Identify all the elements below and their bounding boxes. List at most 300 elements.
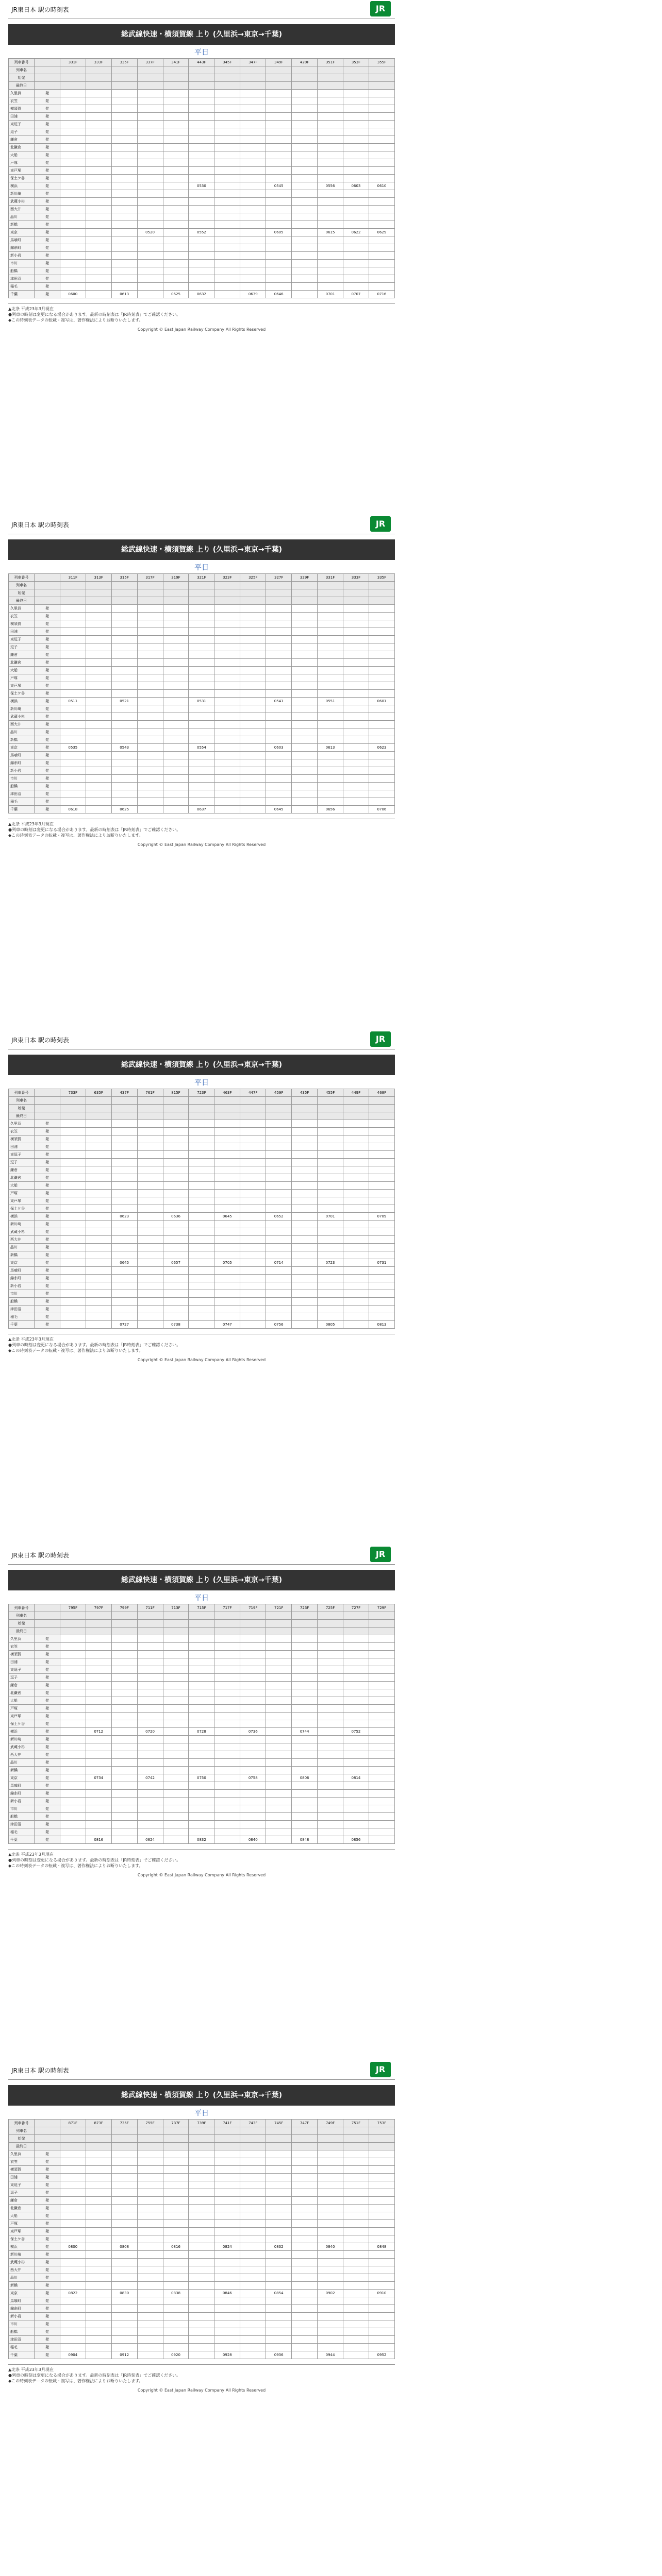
time-cell [214,2328,240,2336]
time-cell [318,628,343,636]
time-cell [369,167,394,175]
train-attr [189,1612,214,1620]
time-cell [369,1705,394,1713]
time-cell [343,1213,369,1221]
station-name: 大船 [9,1697,35,1705]
time-cell [137,728,163,736]
time-cell [292,728,318,736]
time-cell [189,636,214,643]
time-cell [86,1259,111,1267]
time-cell [86,1805,111,1813]
train-attr [318,66,343,74]
time-cell [60,1728,86,1736]
time-cell [163,790,189,798]
time-cell [343,1205,369,1213]
station-name: 戸塚 [9,1705,35,1713]
time-cell [343,783,369,790]
time-cell [86,1651,111,1658]
time-cell [318,1813,343,1821]
time-cell [292,2181,318,2189]
arrival-departure-mark: 発 [34,1674,60,1682]
time-cell [60,1774,86,1782]
time-cell [369,790,394,798]
station-row [9,721,395,728]
time-cell [137,1805,163,1813]
time-cell [60,113,86,121]
time-cell [111,1182,137,1190]
station-row [9,1635,395,1643]
time-cell [189,2243,214,2251]
time-cell [163,2197,189,2205]
station-name: 東逗子 [9,1666,35,1674]
time-cell [60,2305,86,2313]
arrival-departure-mark: 発 [34,213,60,221]
copyright-text: Copyright © East Japan Railway Company All Rights Reserved [137,1873,266,1877]
train-attr [111,1628,137,1635]
time-cell [369,206,394,213]
time-cell [266,1306,292,1313]
time-cell [189,2166,214,2174]
time-cell [60,1298,86,1306]
time-cell [318,1174,343,1182]
arrival-departure-mark: 発 [34,2243,60,2251]
train-number: 313F [86,574,111,582]
train-number: 325F [240,574,266,582]
train-attr [189,1112,214,1120]
train-attr [240,582,266,589]
time-cell [111,2189,137,2197]
time-cell [369,113,394,121]
time-cell [189,1705,214,1713]
time-cell [163,1682,189,1689]
station-name: 保土ケ谷 [9,1205,35,1213]
train-attr [240,1620,266,1628]
time-cell [292,1790,318,1798]
train-attr [343,66,369,74]
train-number: 721F [266,1604,292,1612]
time-cell [137,244,163,252]
time-cell [369,1821,394,1828]
time-cell [240,752,266,759]
time-cell: 0629 [369,229,394,236]
time-cell [86,1197,111,1205]
time-cell: 0904 [60,2351,86,2359]
time-cell [369,752,394,759]
time-cell [189,2282,214,2290]
time-cell [240,267,266,275]
station-name: 稲毛 [9,2344,35,2351]
station-row [9,105,395,113]
time-cell [318,2158,343,2166]
time-cell [266,151,292,159]
time-cell [214,2220,240,2228]
time-cell [189,728,214,736]
time-cell [240,1244,266,1251]
time-cell [189,2205,214,2212]
day-type-label: 平日 [194,1079,209,1087]
time-cell: 0752 [343,1728,369,1736]
time-cell [369,605,394,613]
time-cell [214,2344,240,2351]
time-cell [266,2158,292,2166]
time-cell [318,1836,343,1844]
train-attr [369,1105,394,1112]
time-cell [240,2305,266,2313]
time-cell [189,2197,214,2205]
arrival-departure-mark: 発 [34,806,60,814]
station-name: 新川崎 [9,705,35,713]
time-cell [163,690,189,698]
time-cell [214,2205,240,2212]
time-cell [163,2328,189,2336]
time-cell [369,283,394,291]
time-cell [137,2305,163,2313]
time-cell [111,1290,137,1298]
arrival-departure-mark: 発 [34,236,60,244]
arrival-departure-mark: 発 [34,2290,60,2297]
time-cell [369,1228,394,1236]
time-cell [189,2305,214,2313]
time-cell [163,97,189,105]
time-cell [292,198,318,206]
time-cell [111,2235,137,2243]
time-cell [163,2158,189,2166]
station-row [9,1213,395,1221]
time-cell [266,1821,292,1828]
time-cell [343,613,369,620]
time-cell [214,291,240,298]
time-cell [292,229,318,236]
train-attr [214,2135,240,2143]
time-cell [369,260,394,267]
time-cell [266,1159,292,1166]
time-cell [189,1751,214,1759]
train-attr [214,74,240,82]
time-cell [163,636,189,643]
time-cell [111,2266,137,2274]
time-cell [111,1244,137,1251]
time-cell [266,1774,292,1782]
train-attr [369,582,394,589]
time-cell [137,659,163,667]
time-cell [86,1298,111,1306]
time-cell [60,2274,86,2282]
time-cell [163,1705,189,1713]
time-cell [266,1666,292,1674]
time-cell [240,113,266,121]
time-cell [163,775,189,783]
time-cell [137,2235,163,2243]
time-cell [266,1713,292,1720]
time-cell [137,2174,163,2181]
time-cell [369,1697,394,1705]
station-name: 東戸塚 [9,1713,35,1720]
time-cell [318,2197,343,2205]
time-cell [343,1182,369,1190]
time-cell [343,2266,369,2274]
time-cell [292,705,318,713]
time-cell [86,705,111,713]
time-cell [163,2235,189,2243]
time-cell [60,2266,86,2274]
time-cell [266,252,292,260]
station-row [9,2150,395,2158]
arrival-departure-mark: 発 [34,221,60,229]
station-row [9,2305,395,2313]
time-cell [86,1120,111,1128]
header-row [9,1604,395,1612]
time-cell [266,113,292,121]
time-cell [163,1790,189,1798]
time-cell [266,2305,292,2313]
time-cell [111,651,137,659]
station-row [9,2243,395,2251]
train-attr [189,66,214,74]
station-name: 横浜 [9,698,35,705]
time-cell [86,1751,111,1759]
train-attr [137,66,163,74]
time-cell [163,806,189,814]
train-attr [163,1612,189,1620]
train-number: 331F [60,59,86,66]
time-cell [266,613,292,620]
station-name: 東京 [9,744,35,752]
time-cell [163,151,189,159]
time-cell [318,1244,343,1251]
time-cell [111,2205,137,2212]
station-row [9,659,395,667]
station-name: 武蔵小杉 [9,713,35,721]
time-cell [266,105,292,113]
time-cell [86,1321,111,1329]
arrival-departure-mark: 発 [34,260,60,267]
time-cell [240,1298,266,1306]
time-cell [111,1805,137,1813]
time-cell [163,2212,189,2220]
station-row [9,291,395,298]
time-cell [214,1782,240,1790]
time-cell [189,775,214,783]
train-number: 319F [163,574,189,582]
time-cell [292,2166,318,2174]
time-cell [189,798,214,806]
time-cell [137,1174,163,1182]
time-cell [163,698,189,705]
time-cell: 0652 [266,1213,292,1221]
station-name: 新川崎 [9,1221,35,1228]
time-cell [111,2328,137,2336]
train-attr [318,589,343,597]
brand-name: JR東日本 駅の時刻表 [11,6,69,13]
time-cell [369,1774,394,1782]
footnote-line: ●列車の時刻は変更になる場合があります。最新の時刻表は「JR時刻表」でご確認ください。 [8,827,181,832]
time-cell [292,182,318,190]
time-cell [111,2181,137,2189]
train-attr [86,589,111,597]
train-attr [111,582,137,589]
station-row [9,1828,395,1836]
time-cell [163,2251,189,2259]
time-cell [240,628,266,636]
train-number: 725F [318,1604,343,1612]
time-cell [369,2158,394,2166]
time-cell [60,1697,86,1705]
time-cell [60,121,86,128]
station-name: 衣笠 [9,97,35,105]
row-label: 列車番号 [9,2120,35,2127]
time-cell [266,1290,292,1298]
time-cell [240,2189,266,2197]
time-cell [343,682,369,690]
time-cell [163,1736,189,1743]
train-attr [369,1620,394,1628]
time-cell [189,1275,214,1282]
time-cell [266,1782,292,1790]
time-cell [369,2328,394,2336]
time-cell [86,2344,111,2351]
time-cell [86,1658,111,1666]
time-cell [86,2251,111,2259]
time-cell [137,1151,163,1159]
time-cell [266,798,292,806]
train-attr [86,1628,111,1635]
time-cell [266,128,292,136]
time-cell [292,2328,318,2336]
station-row [9,236,395,244]
time-cell [137,1720,163,1728]
train-attr [163,589,189,597]
time-cell [163,651,189,659]
time-cell [60,1736,86,1743]
arrival-departure-mark: 発 [34,1166,60,1174]
time-cell [137,775,163,783]
arrival-departure-mark: 発 [34,1174,60,1182]
time-cell [318,643,343,651]
station-name: 馬喰町 [9,236,35,244]
footnote-line: ▲北条 平成23年3月現在 [8,2367,54,2372]
time-cell [343,1658,369,1666]
train-attr [60,74,86,82]
time-cell: 0632 [189,291,214,298]
time-cell [266,767,292,775]
arrival-departure-mark: 発 [34,705,60,713]
station-name: 新川崎 [9,1736,35,1743]
time-cell [240,1197,266,1205]
time-cell [60,2259,86,2266]
time-cell [86,1635,111,1643]
time-cell [189,643,214,651]
station-row [9,2205,395,2212]
time-cell [292,620,318,628]
time-cell: 0556 [318,182,343,190]
station-row [9,1166,395,1174]
time-cell [111,206,137,213]
time-cell [137,275,163,283]
time-cell [292,1798,318,1805]
header-row [9,597,395,605]
time-cell [343,1236,369,1244]
header-row [9,1628,395,1635]
time-cell [60,1159,86,1166]
time-cell [240,1143,266,1151]
time-cell [60,229,86,236]
time-cell [240,236,266,244]
time-cell [86,1306,111,1313]
time-cell [318,213,343,221]
time-cell [163,1713,189,1720]
time-cell [240,1182,266,1190]
time-cell [189,1306,214,1313]
time-cell [318,721,343,728]
time-cell [214,1228,240,1236]
time-cell [292,659,318,667]
time-cell [86,1221,111,1228]
time-cell [189,267,214,275]
time-cell [163,1728,189,1736]
time-cell [163,1197,189,1205]
time-cell [189,1166,214,1174]
time-cell [86,97,111,105]
time-cell [214,1643,240,1651]
time-cell [60,1666,86,1674]
arrival-departure-mark: 発 [34,128,60,136]
time-cell [240,2220,266,2228]
time-cell [60,1143,86,1151]
time-cell [137,1166,163,1174]
time-cell [214,1275,240,1282]
time-cell [189,1190,214,1197]
row-label-spacer [34,2135,60,2143]
train-number: 751F [343,2120,369,2127]
time-cell [86,198,111,206]
train-attr [343,2127,369,2135]
time-cell [86,2320,111,2328]
time-cell [343,1298,369,1306]
time-cell [292,1228,318,1236]
time-cell: 0854 [266,2290,292,2297]
train-attr [214,1112,240,1120]
time-cell [343,674,369,682]
time-cell [266,2320,292,2328]
station-row [9,1244,395,1251]
time-cell [369,1267,394,1275]
train-attr [292,2127,318,2135]
station-row [9,682,395,690]
time-cell [163,236,189,244]
time-cell [214,182,240,190]
time-cell [163,1651,189,1658]
station-row [9,2220,395,2228]
time-cell [292,2344,318,2351]
train-attr [318,1112,343,1120]
row-label-spacer [34,1105,60,1112]
time-cell [240,690,266,698]
time-cell [318,105,343,113]
time-cell [292,2197,318,2205]
time-cell [137,260,163,267]
station-name: 田浦 [9,113,35,121]
time-cell [137,767,163,775]
train-attr [292,2143,318,2150]
time-cell: 0639 [240,291,266,298]
train-number: 723F [292,1604,318,1612]
time-cell [369,2197,394,2205]
time-cell [214,1143,240,1151]
station-row [9,2235,395,2243]
time-cell [292,1720,318,1728]
time-cell [189,1828,214,1836]
time-cell [111,605,137,613]
